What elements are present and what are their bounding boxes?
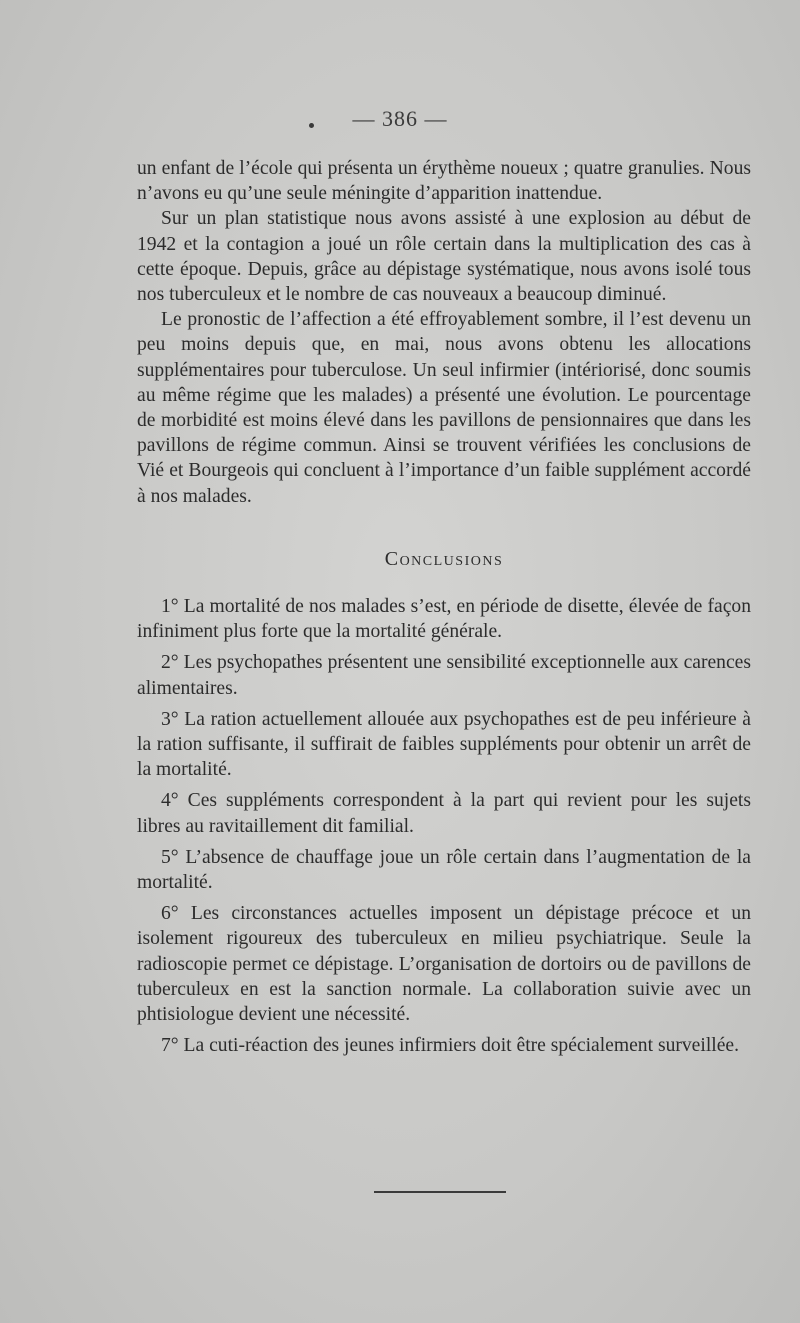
closing-rule: [374, 1191, 506, 1193]
conclusion-item-5: 5° L’absence de chauffage joue un rôle certain dans l’augmentation de la mortalité.: [137, 846, 751, 894]
conclusion-item-3: 3° La ration actuellement allouée aux psychopathes est de peu inférieure à la ration suffisante, il suffirait de faibles suppléments pour obtenir un arrêt de la mortalité.: [137, 708, 751, 781]
paragraph-continuation: un enfant de l’école qui présenta un érythème noueux ; quatre granulies. Nous n’avons eu qu’une seule méningite d’apparition inattendue.: [137, 158, 751, 205]
conclusion-item-7: 7° La cuti-réaction des jeunes infirmiers doit être spécialement surveillée.: [161, 1035, 740, 1057]
paragraph-statistics: Sur un plan statistique nous avons assisté à une explosion au début de 1942 et la contagion a joué un rôle certain dans la multiplication des cas à cette époque. Depuis, grâce au dépistage systématique, nous avons isolé tous nos tuberculeux et le nombre de cas nouveaux a beaucoup diminué.: [137, 208, 751, 306]
conclusion-item-1: 1° La mortalité de nos malades s’est, en période de disette, élevée de façon infiniment plus forte que la mortalité générale.: [137, 596, 751, 643]
conclusions-heading: Conclusions: [384, 547, 504, 570]
conclusion-item-4: 4° Ces suppléments correspondent à la part qui revient pour les sujets libres au ravitaillement dit familial.: [137, 790, 751, 837]
conclusion-item-2: 2° Les psychopathes présentent une sensibilité exceptionnelle aux carences alimentaires.: [137, 652, 751, 699]
conclusions-list: [137, 594, 751, 1058]
conclusion-item-6: 6° Les circonstances actuelles imposent un dépistage précoce et un isolement rigoureux des tuberculeux en milieu psychiatrique. Seule la radioscopie permet ce dépistage. L’organisation de dortoirs ou de pavillons de tuberculeux en est la sanction normale. La collaboration suivie avec un phtisiologue devient une nécessité.: [137, 903, 751, 1026]
body-text: [137, 156, 751, 1065]
paragraph-prognosis: Le pronostic de l’affection a été effroyablement sombre, il l’est devenu un peu moins depuis que, en mai, nous avons obtenu les allocations supplémentaires pour tuberculose. Un seul infirmier (intériorisé, donc soumis au même régime que les malades) a présenté une évolution. Le pourcentage de morbidité est moins élevé dans les pavillons de pensionnaires que dans les pavillons de régime commun. Ainsi se trouvent vérifiées les conclusions de Vié et Bourgeois qui concluent à l’importance d’un faible supplément accordé à nos malades.: [137, 309, 751, 507]
page-number: — 386 —: [352, 106, 448, 131]
